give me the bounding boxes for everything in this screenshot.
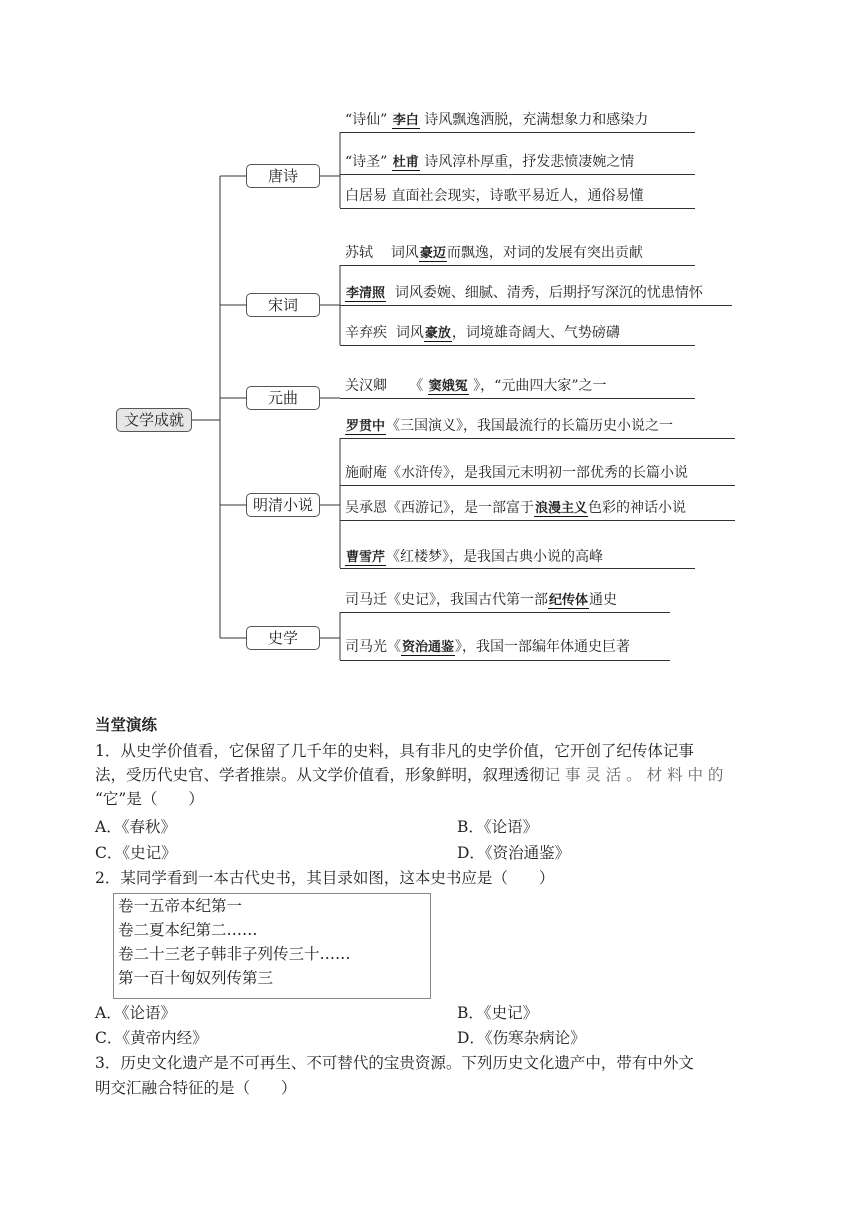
leaf-shi-naian: 施耐庵《水浒传》，是我国元末明初一部优秀的长篇小说 bbox=[345, 465, 688, 481]
q2-stem: 2．某同学看到一本古代史书，其目录如图，这本史书应是（ ） bbox=[95, 869, 555, 887]
q2-table-of-contents bbox=[113, 893, 431, 999]
toc-line: 卷二夏本纪第二…… bbox=[118, 921, 258, 939]
q2-option-b[interactable]: B．《史记》 bbox=[457, 1004, 539, 1022]
leaf-li-qingzhao: 李清照 词风委婉、细腻、清秀，后期抒写深沉的忧患情怀 bbox=[346, 285, 703, 301]
leaf-luo-guanzhong: 罗贯中《三国演义》，我国最流行的长篇历史小说之一 bbox=[346, 418, 674, 434]
q2-option-c[interactable]: C．《黄帝内经》 bbox=[95, 1029, 208, 1047]
q3-line1: 3．历史文化遗产是不可再生、不可替代的宝贵资源。下列历史文化遗产中，带有中外文 bbox=[95, 1054, 694, 1072]
practice-heading: 当堂演练 bbox=[95, 715, 158, 734]
branch-tang-poetry: 唐诗 bbox=[246, 164, 320, 188]
q2-option-d[interactable]: D．《伤寒杂病论》 bbox=[457, 1029, 586, 1047]
leaf-sima-qian: 司马迁《史记》，我国古代第一部纪传体通史 bbox=[345, 592, 618, 608]
q1-option-b[interactable]: B．《论语》 bbox=[457, 818, 539, 836]
branch-historiography: 史学 bbox=[246, 626, 320, 650]
leaf-cao-xueqin: 曹雪芹《红楼梦》，是我国古典小说的高峰 bbox=[346, 549, 604, 565]
leaf-wu-chengen: 吴承恩《西游记》，是一部富于浪漫主义色彩的神话小说 bbox=[345, 500, 687, 516]
q1-line1: 1．从史学价值看，它保留了几千年的史料，具有非凡的史学价值，它开创了纪传体记事 bbox=[95, 742, 694, 760]
leaf-xin-qiji: 辛弃疾 词风豪放，词境雄奇阔大、气势磅礴 bbox=[345, 325, 620, 341]
mindmap-root: 文学成就 bbox=[116, 408, 192, 432]
q2-option-a[interactable]: A．《论语》 bbox=[95, 1004, 176, 1022]
q1-option-a[interactable]: A．《春秋》 bbox=[95, 818, 176, 836]
leaf-sima-guang: 司马光《资治通鉴》，我国一部编年体通史巨著 bbox=[345, 639, 631, 655]
q1-option-d[interactable]: D．《资治通鉴》 bbox=[457, 844, 571, 862]
leaf-li-bai: “诗仙” 李白 诗风飘逸洒脱，充满想象力和感染力 bbox=[345, 112, 649, 128]
q1-option-c[interactable]: C．《史记》 bbox=[95, 844, 177, 862]
q1-line3: “它”是（ ） bbox=[95, 790, 204, 808]
leaf-guan-hanqing: 关汉卿 《 窦娥冤 》，“元曲四大家”之一 bbox=[345, 378, 607, 394]
branch-ming-qing-novels: 明清小说 bbox=[246, 493, 320, 517]
q3-line2: 明交汇融合特征的是（ ） bbox=[95, 1079, 297, 1097]
branch-yuan-qu: 元曲 bbox=[246, 386, 320, 410]
leaf-su-shi: 苏轼 词风豪迈而飘逸，对词的发展有突出贡献 bbox=[345, 245, 643, 261]
toc-line: 卷二十三老子韩非子列传三十…… bbox=[118, 945, 351, 963]
toc-line: 卷一五帝本纪第一 bbox=[118, 897, 243, 915]
q1-line2: 法，受历代史官、学者推崇。从文学价值看，形象鲜明，叙理透彻记 事 灵 活 。 材 料 中 的 bbox=[95, 766, 724, 784]
leaf-bai-juyi: 白居易 直面社会现实，诗歌平易近人，通俗易懂 bbox=[345, 188, 644, 204]
branch-song-ci: 宋词 bbox=[246, 293, 320, 317]
toc-line: 第一百十匈奴列传第三 bbox=[118, 969, 274, 987]
leaf-du-fu: “诗圣” 杜甫 诗风淳朴厚重，抒发悲愤凄婉之情 bbox=[345, 154, 635, 170]
